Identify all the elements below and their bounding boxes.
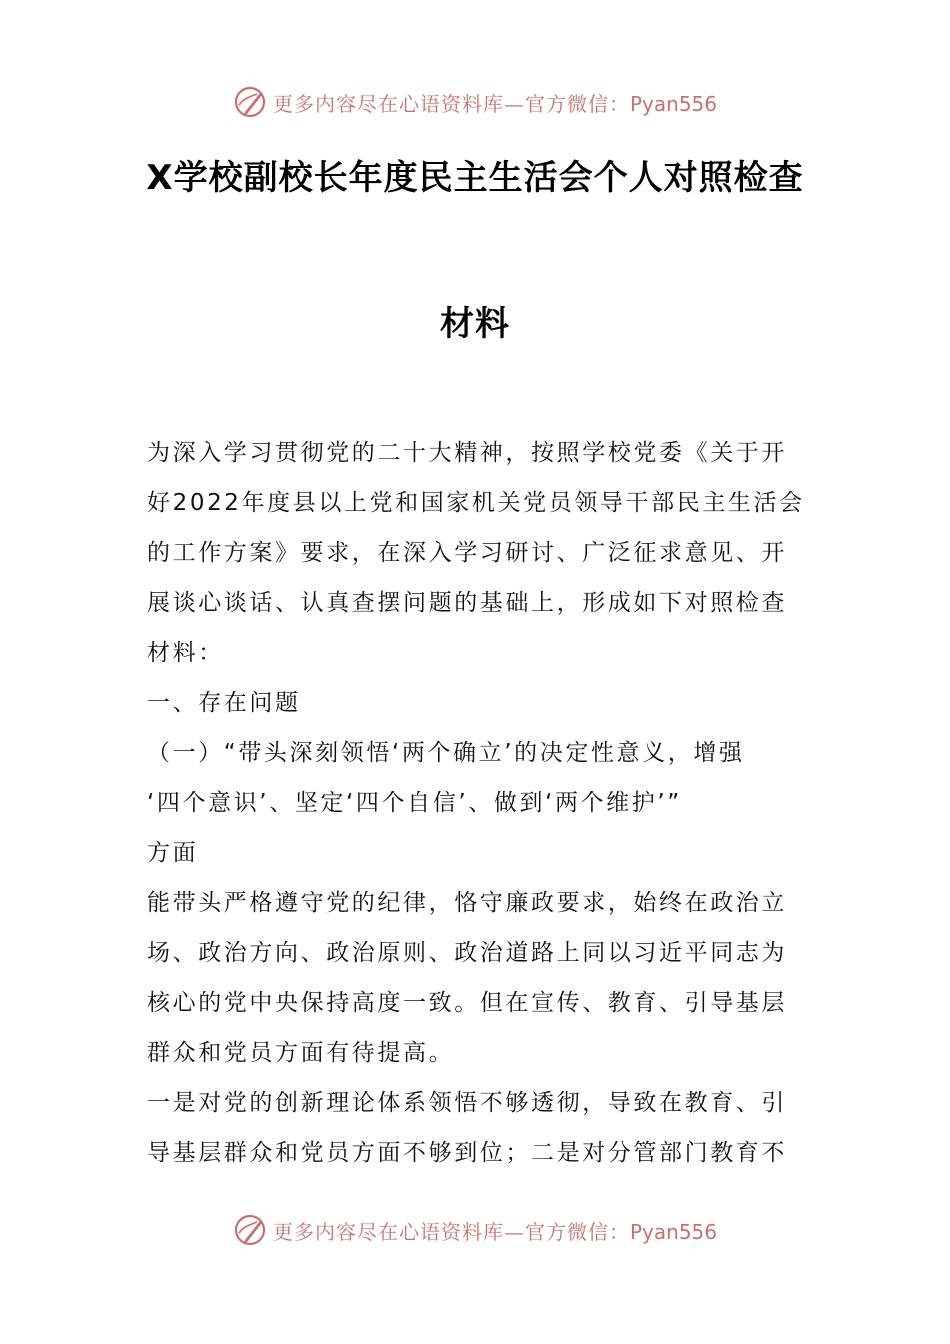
body-line: 核心的党中央保持高度一致。但在宣传、教育、引导基层 [147,990,787,1016]
body-line: 材料： [147,640,224,666]
header-watermark [0,82,950,122]
pen-in-circle-icon [233,1213,267,1247]
subsection-heading: 方面 [147,840,199,866]
wechat-id: Pyan556 [629,91,717,116]
subsection-heading: ‘四个意识’、坚定‘四个自信’、做到‘两个维护’” [147,790,682,816]
footer-watermark [0,1210,950,1250]
document-body [147,428,807,1178]
wechat-id: Pyan556 [629,1219,717,1244]
body-line: 展谈心谈话、认真查摆问题的基础上，形成如下对照检查 [147,590,787,616]
body-line: 为深入学习贯彻党的二十大精神，按照学校党委《关于开 [147,440,787,466]
body-line: 能带头严格遵守党的纪律，恪守廉政要求，始终在政治立 [147,890,787,916]
document-title-continued: 材料 [440,304,510,344]
body-line: 好2022年度县以上党和国家机关党员领导干部民主生活会 [147,490,805,516]
body-line: 的工作方案》要求，在深入学习研讨、广泛征求意见、开 [147,540,787,566]
section-heading: 一、存在问题 [147,690,301,716]
document-title: X学校副校长年度民主生活会个人对照检查 [146,158,804,198]
watermark-text: 更多内容尽在心语资料库—官方微信：Pyan556 [272,1219,717,1244]
pen-in-circle-icon [233,85,267,119]
body-line: 场、政治方向、政治原则、政治道路上同以习近平同志为 [147,940,787,966]
body-line: 一是对党的创新理论体系领悟不够透彻，导致在教育、引 [147,1090,787,1116]
watermark-text: 更多内容尽在心语资料库—官方微信：Pyan556 [272,91,717,116]
body-line: 导基层群众和党员方面不够到位；二是对分管部门教育不 [147,1140,787,1166]
subsection-heading: （一）“带头深刻领悟‘两个确立’的决定性意义，增强 [147,740,745,766]
body-line: 群众和党员方面有待提高。 [147,1040,455,1066]
